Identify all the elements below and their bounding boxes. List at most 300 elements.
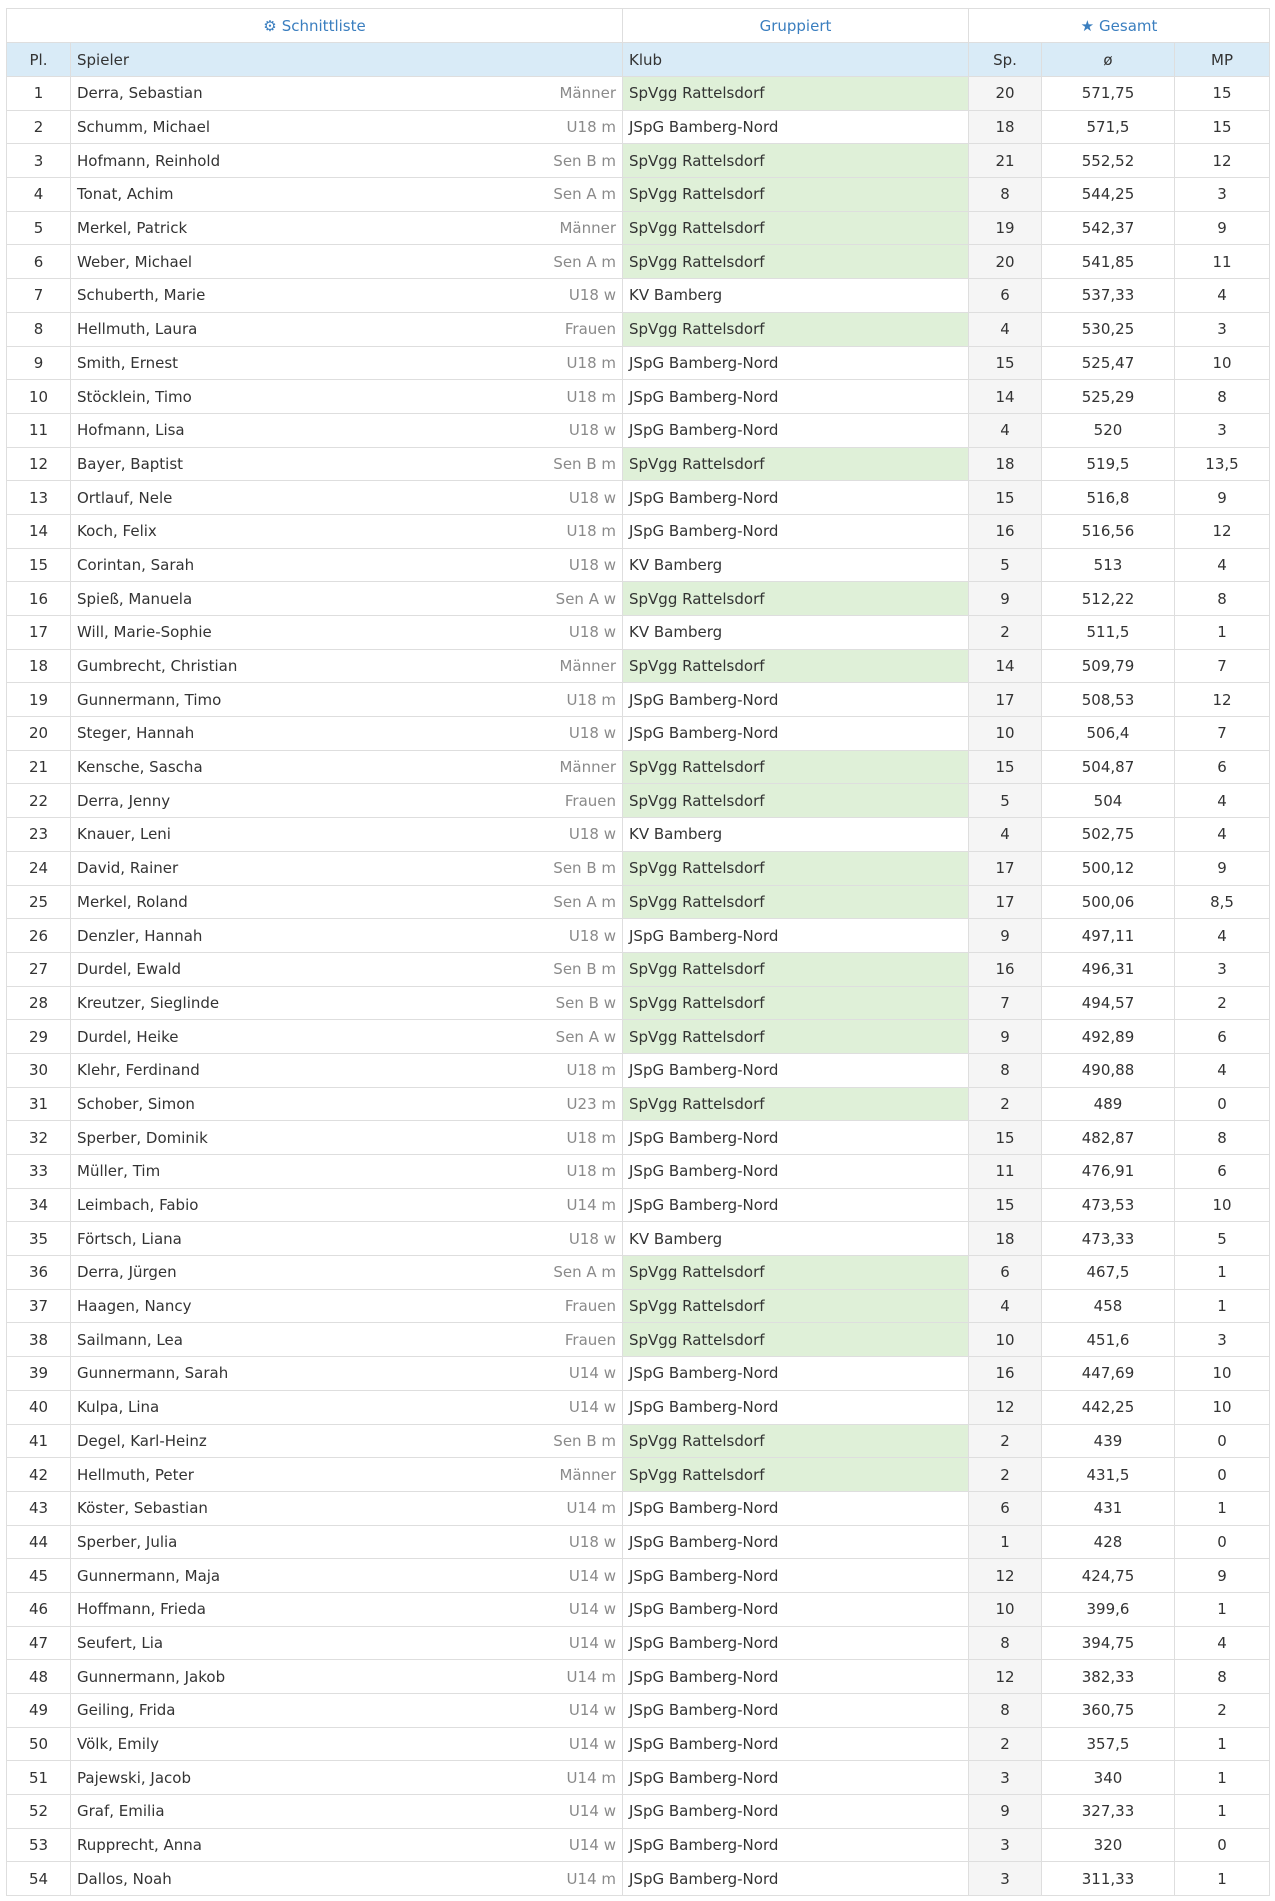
match-points-cell: 13,5 xyxy=(1175,447,1270,481)
club-cell: JSpG Bamberg-Nord xyxy=(623,1155,969,1189)
average-cell: 431 xyxy=(1042,1491,1175,1525)
match-points-cell: 3 xyxy=(1175,1323,1270,1357)
player-category: U18 m xyxy=(566,1061,616,1080)
rank-cell: 28 xyxy=(7,986,71,1020)
player-cell xyxy=(71,1458,623,1492)
games-cell: 2 xyxy=(969,1458,1042,1492)
player-name: Spieß, Manuela xyxy=(77,589,193,608)
match-points-cell: 8,5 xyxy=(1175,885,1270,919)
table-row xyxy=(7,447,1270,481)
player-name: Geiling, Frida xyxy=(77,1701,176,1720)
games-cell: 6 xyxy=(969,279,1042,313)
player-category: U18 w xyxy=(568,421,616,440)
average-cell: 320 xyxy=(1042,1828,1175,1862)
average-cell: 500,06 xyxy=(1042,885,1175,919)
rank-cell: 52 xyxy=(7,1795,71,1829)
rank-cell: 23 xyxy=(7,818,71,852)
player-category: U18 m xyxy=(566,387,616,406)
games-cell: 15 xyxy=(969,1121,1042,1155)
table-row xyxy=(7,750,1270,784)
player-category: U18 m xyxy=(566,1162,616,1181)
club-cell: KV Bamberg xyxy=(623,616,969,650)
player-cell xyxy=(71,1828,623,1862)
table-row xyxy=(7,1795,1270,1829)
average-cell: 516,8 xyxy=(1042,481,1175,515)
player-name: Gumbrecht, Christian xyxy=(77,657,238,676)
games-cell: 14 xyxy=(969,649,1042,683)
player-cell xyxy=(71,986,623,1020)
player-category: U14 w xyxy=(568,1566,616,1585)
average-cell: 504 xyxy=(1042,784,1175,818)
match-points-cell: 4 xyxy=(1175,548,1270,582)
club-cell: JSpG Bamberg-Nord xyxy=(623,1390,969,1424)
club-cell: JSpG Bamberg-Nord xyxy=(623,717,969,751)
table-row xyxy=(7,1121,1270,1155)
games-cell: 17 xyxy=(969,885,1042,919)
club-cell: JSpG Bamberg-Nord xyxy=(623,683,969,717)
rank-cell: 11 xyxy=(7,413,71,447)
player-name: Corintan, Sarah xyxy=(77,555,195,574)
table-row xyxy=(7,1761,1270,1795)
player-cell xyxy=(71,1020,623,1054)
club-cell: KV Bamberg xyxy=(623,548,969,582)
club-cell: KV Bamberg xyxy=(623,818,969,852)
player-name: Sperber, Dominik xyxy=(77,1128,208,1147)
rank-cell: 9 xyxy=(7,346,71,380)
menu-cell-gruppiert xyxy=(623,9,969,43)
table-row xyxy=(7,1862,1270,1896)
player-name: Derra, Sebastian xyxy=(77,84,203,103)
match-points-cell: 0 xyxy=(1175,1828,1270,1862)
player-category: U14 w xyxy=(568,1735,616,1754)
club-cell: SpVgg Rattelsdorf xyxy=(623,144,969,178)
match-points-cell: 9 xyxy=(1175,1559,1270,1593)
player-cell xyxy=(71,178,623,212)
table-row xyxy=(7,649,1270,683)
club-cell: SpVgg Rattelsdorf xyxy=(623,1256,969,1290)
rank-cell: 50 xyxy=(7,1727,71,1761)
table-row xyxy=(7,1020,1270,1054)
player-cell xyxy=(71,211,623,245)
table-row xyxy=(7,616,1270,650)
games-cell: 19 xyxy=(969,211,1042,245)
player-name: Stöcklein, Timo xyxy=(77,387,192,406)
match-points-cell: 4 xyxy=(1175,1626,1270,1660)
player-name: Graf, Emilia xyxy=(77,1802,165,1821)
player-name: Hellmuth, Laura xyxy=(77,320,198,339)
games-cell: 12 xyxy=(969,1660,1042,1694)
club-cell: JSpG Bamberg-Nord xyxy=(623,1862,969,1896)
average-cell: 525,29 xyxy=(1042,380,1175,414)
player-name: Hofmann, Lisa xyxy=(77,421,185,440)
rank-cell: 34 xyxy=(7,1188,71,1222)
column-header-sp: Sp. xyxy=(969,43,1042,77)
player-category: U18 w xyxy=(568,555,616,574)
rank-cell: 30 xyxy=(7,1053,71,1087)
club-cell: SpVgg Rattelsdorf xyxy=(623,1458,969,1492)
player-cell xyxy=(71,885,623,919)
club-cell: JSpG Bamberg-Nord xyxy=(623,1188,969,1222)
average-cell: 504,87 xyxy=(1042,750,1175,784)
player-cell xyxy=(71,1289,623,1323)
average-cell: 451,6 xyxy=(1042,1323,1175,1357)
match-points-cell: 5 xyxy=(1175,1222,1270,1256)
match-points-cell: 3 xyxy=(1175,413,1270,447)
average-cell: 506,4 xyxy=(1042,717,1175,751)
rank-cell: 20 xyxy=(7,717,71,751)
player-name: Klehr, Ferdinand xyxy=(77,1061,200,1080)
games-cell: 17 xyxy=(969,683,1042,717)
column-header-klub: Klub xyxy=(623,43,969,77)
rank-cell: 39 xyxy=(7,1357,71,1391)
average-cell: 508,53 xyxy=(1042,683,1175,717)
club-cell: SpVgg Rattelsdorf xyxy=(623,211,969,245)
player-name: Merkel, Patrick xyxy=(77,219,188,238)
table-row xyxy=(7,1053,1270,1087)
player-name: Bayer, Baptist xyxy=(77,454,184,473)
games-cell: 8 xyxy=(969,1626,1042,1660)
match-points-cell: 2 xyxy=(1175,986,1270,1020)
rank-cell: 25 xyxy=(7,885,71,919)
club-cell: SpVgg Rattelsdorf xyxy=(623,77,969,111)
player-name: Weber, Michael xyxy=(77,252,193,271)
player-cell xyxy=(71,919,623,953)
table-row xyxy=(7,1727,1270,1761)
games-cell: 3 xyxy=(969,1828,1042,1862)
rank-cell: 7 xyxy=(7,279,71,313)
club-cell: JSpG Bamberg-Nord xyxy=(623,1525,969,1559)
table-row xyxy=(7,380,1270,414)
player-name: Völk, Emily xyxy=(77,1735,159,1754)
games-cell: 3 xyxy=(969,1862,1042,1896)
player-cell xyxy=(71,1660,623,1694)
player-cell xyxy=(71,1357,623,1391)
games-cell: 17 xyxy=(969,851,1042,885)
player-category: Frauen xyxy=(564,1330,616,1349)
gesamt-link[interactable] xyxy=(1081,17,1158,35)
match-points-cell: 4 xyxy=(1175,919,1270,953)
player-cell xyxy=(71,245,623,279)
player-cell xyxy=(71,616,623,650)
player-category: Männer xyxy=(559,219,616,238)
club-cell: SpVgg Rattelsdorf xyxy=(623,447,969,481)
rank-cell: 33 xyxy=(7,1155,71,1189)
player-category: Sen B w xyxy=(555,993,616,1012)
rank-cell: 17 xyxy=(7,616,71,650)
rank-cell: 19 xyxy=(7,683,71,717)
player-cell xyxy=(71,1222,623,1256)
match-points-cell: 15 xyxy=(1175,110,1270,144)
games-cell: 3 xyxy=(969,1761,1042,1795)
average-cell: 490,88 xyxy=(1042,1053,1175,1087)
player-category: U14 w xyxy=(568,1364,616,1383)
rank-cell: 40 xyxy=(7,1390,71,1424)
table-row xyxy=(7,1222,1270,1256)
player-name: Steger, Hannah xyxy=(77,724,195,743)
average-cell: 509,79 xyxy=(1042,649,1175,683)
player-name: Tonat, Achim xyxy=(77,185,174,204)
club-cell: JSpG Bamberg-Nord xyxy=(623,1727,969,1761)
club-cell: JSpG Bamberg-Nord xyxy=(623,1761,969,1795)
club-cell: JSpG Bamberg-Nord xyxy=(623,1121,969,1155)
player-category: U14 m xyxy=(566,1869,616,1888)
average-cell: 473,53 xyxy=(1042,1188,1175,1222)
club-cell: SpVgg Rattelsdorf xyxy=(623,1020,969,1054)
rank-cell: 8 xyxy=(7,312,71,346)
average-cell: 360,75 xyxy=(1042,1694,1175,1728)
rank-cell: 45 xyxy=(7,1559,71,1593)
table-row xyxy=(7,1491,1270,1525)
rank-cell: 1 xyxy=(7,77,71,111)
games-cell: 1 xyxy=(969,1525,1042,1559)
view-menu-row xyxy=(7,9,1270,43)
match-points-cell: 15 xyxy=(1175,77,1270,111)
player-category: U14 m xyxy=(566,1196,616,1215)
menu-cell-gesamt xyxy=(969,9,1270,43)
games-cell: 4 xyxy=(969,1289,1042,1323)
table-row xyxy=(7,952,1270,986)
table-row xyxy=(7,1188,1270,1222)
table-row xyxy=(7,851,1270,885)
player-category: Männer xyxy=(559,657,616,676)
club-cell: JSpG Bamberg-Nord xyxy=(623,1491,969,1525)
average-cell: 552,52 xyxy=(1042,144,1175,178)
match-points-cell: 6 xyxy=(1175,1020,1270,1054)
player-name: Schuberth, Marie xyxy=(77,286,206,305)
player-category: U18 w xyxy=(568,1532,616,1551)
menu-cell-schnittliste xyxy=(7,9,623,43)
table-row xyxy=(7,279,1270,313)
player-name: Kulpa, Lina xyxy=(77,1398,160,1417)
player-category: U18 w xyxy=(568,488,616,507)
player-cell xyxy=(71,481,623,515)
club-cell: KV Bamberg xyxy=(623,279,969,313)
average-cell: 442,25 xyxy=(1042,1390,1175,1424)
player-cell xyxy=(71,1087,623,1121)
column-header-mp: MP xyxy=(1175,43,1270,77)
table-row xyxy=(7,1390,1270,1424)
games-cell: 5 xyxy=(969,784,1042,818)
player-category: U18 w xyxy=(568,825,616,844)
player-cell xyxy=(71,1256,623,1290)
player-category: U18 w xyxy=(568,724,616,743)
player-category: U14 m xyxy=(566,1768,616,1787)
club-cell: JSpG Bamberg-Nord xyxy=(623,1828,969,1862)
club-cell: SpVgg Rattelsdorf xyxy=(623,885,969,919)
player-cell xyxy=(71,1323,623,1357)
games-cell: 9 xyxy=(969,919,1042,953)
player-name: Haagen, Nancy xyxy=(77,1297,192,1316)
player-cell xyxy=(71,447,623,481)
club-cell: SpVgg Rattelsdorf xyxy=(623,649,969,683)
ranking-rows xyxy=(7,77,1270,1896)
games-cell: 6 xyxy=(969,1256,1042,1290)
average-cell: 544,25 xyxy=(1042,178,1175,212)
player-name: Gunnermann, Sarah xyxy=(77,1364,229,1383)
match-points-cell: 10 xyxy=(1175,1390,1270,1424)
club-cell: SpVgg Rattelsdorf xyxy=(623,1087,969,1121)
player-name: Pajewski, Jacob xyxy=(77,1768,191,1787)
player-cell xyxy=(71,144,623,178)
games-cell: 2 xyxy=(969,1727,1042,1761)
rank-cell: 54 xyxy=(7,1862,71,1896)
average-cell: 513 xyxy=(1042,548,1175,582)
average-cell: 537,33 xyxy=(1042,279,1175,313)
club-cell: JSpG Bamberg-Nord xyxy=(623,919,969,953)
match-points-cell: 9 xyxy=(1175,481,1270,515)
table-row xyxy=(7,346,1270,380)
player-category: U23 m xyxy=(566,1094,616,1113)
table-row xyxy=(7,919,1270,953)
table-row xyxy=(7,1626,1270,1660)
games-cell: 8 xyxy=(969,1694,1042,1728)
player-category: U18 m xyxy=(566,522,616,541)
table-row xyxy=(7,178,1270,212)
club-cell: SpVgg Rattelsdorf xyxy=(623,750,969,784)
player-name: Derra, Jürgen xyxy=(77,1263,177,1282)
player-name: Kreutzer, Sieglinde xyxy=(77,993,220,1012)
player-name: Rupprecht, Anna xyxy=(77,1836,203,1855)
club-cell: SpVgg Rattelsdorf xyxy=(623,952,969,986)
match-points-cell: 12 xyxy=(1175,514,1270,548)
match-points-cell: 6 xyxy=(1175,750,1270,784)
table-row xyxy=(7,1458,1270,1492)
player-cell xyxy=(71,1525,623,1559)
average-cell: 327,33 xyxy=(1042,1795,1175,1829)
match-points-cell: 0 xyxy=(1175,1087,1270,1121)
match-points-cell: 1 xyxy=(1175,1795,1270,1829)
player-category: U18 w xyxy=(568,1229,616,1248)
match-points-cell: 8 xyxy=(1175,1660,1270,1694)
player-name: Ortlauf, Nele xyxy=(77,488,173,507)
match-points-cell: 12 xyxy=(1175,683,1270,717)
table-row xyxy=(7,1323,1270,1357)
table-row xyxy=(7,413,1270,447)
player-category: U18 m xyxy=(566,690,616,709)
games-cell: 15 xyxy=(969,750,1042,784)
club-cell: SpVgg Rattelsdorf xyxy=(623,1424,969,1458)
gruppiert-link[interactable]: Gruppiert xyxy=(759,16,832,35)
games-cell: 10 xyxy=(969,717,1042,751)
column-header-pl: Pl. xyxy=(7,43,71,77)
table-row xyxy=(7,717,1270,751)
games-cell: 20 xyxy=(969,77,1042,111)
rank-cell: 15 xyxy=(7,548,71,582)
player-name: Köster, Sebastian xyxy=(77,1499,208,1518)
player-name: Merkel, Roland xyxy=(77,892,188,911)
average-cell: 399,6 xyxy=(1042,1592,1175,1626)
player-cell xyxy=(71,1862,623,1896)
player-cell xyxy=(71,1491,623,1525)
player-cell xyxy=(71,1188,623,1222)
player-category: U18 w xyxy=(568,926,616,945)
player-cell xyxy=(71,1694,623,1728)
gesamt-label: Gesamt xyxy=(1099,16,1158,35)
average-cell: 439 xyxy=(1042,1424,1175,1458)
average-cell: 519,5 xyxy=(1042,447,1175,481)
player-cell xyxy=(71,683,623,717)
schnittliste-link[interactable] xyxy=(263,17,365,35)
rank-cell: 44 xyxy=(7,1525,71,1559)
match-points-cell: 10 xyxy=(1175,1188,1270,1222)
games-cell: 5 xyxy=(969,548,1042,582)
match-points-cell: 11 xyxy=(1175,245,1270,279)
player-cell xyxy=(71,279,623,313)
average-cell: 525,47 xyxy=(1042,346,1175,380)
games-cell: 16 xyxy=(969,1357,1042,1391)
rank-cell: 3 xyxy=(7,144,71,178)
player-category: Männer xyxy=(559,84,616,103)
player-category: Männer xyxy=(559,758,616,777)
player-category: Sen B m xyxy=(553,151,616,170)
player-category: U14 w xyxy=(568,1600,616,1619)
average-cell: 494,57 xyxy=(1042,986,1175,1020)
match-points-cell: 4 xyxy=(1175,279,1270,313)
match-points-cell: 1 xyxy=(1175,1592,1270,1626)
club-cell: SpVgg Rattelsdorf xyxy=(623,986,969,1020)
rank-cell: 5 xyxy=(7,211,71,245)
player-category: Sen A m xyxy=(553,892,616,911)
rank-cell: 6 xyxy=(7,245,71,279)
club-cell: JSpG Bamberg-Nord xyxy=(623,110,969,144)
gear-icon: ⚙ xyxy=(263,16,277,35)
games-cell: 4 xyxy=(969,413,1042,447)
rank-cell: 14 xyxy=(7,514,71,548)
player-category: U14 w xyxy=(568,1701,616,1720)
player-cell xyxy=(71,1727,623,1761)
club-cell: SpVgg Rattelsdorf xyxy=(623,245,969,279)
player-cell xyxy=(71,952,623,986)
player-name: Sailmann, Lea xyxy=(77,1330,183,1349)
player-cell xyxy=(71,1626,623,1660)
table-row xyxy=(7,312,1270,346)
average-cell: 482,87 xyxy=(1042,1121,1175,1155)
club-cell: JSpG Bamberg-Nord xyxy=(623,1660,969,1694)
table-row xyxy=(7,110,1270,144)
table-row xyxy=(7,548,1270,582)
games-cell: 16 xyxy=(969,952,1042,986)
match-points-cell: 3 xyxy=(1175,178,1270,212)
player-cell xyxy=(71,1390,623,1424)
club-cell: JSpG Bamberg-Nord xyxy=(623,413,969,447)
rank-cell: 10 xyxy=(7,380,71,414)
average-cell: 502,75 xyxy=(1042,818,1175,852)
player-category: U18 w xyxy=(568,286,616,305)
rank-cell: 36 xyxy=(7,1256,71,1290)
average-cell: 357,5 xyxy=(1042,1727,1175,1761)
rank-cell: 16 xyxy=(7,582,71,616)
match-points-cell: 0 xyxy=(1175,1424,1270,1458)
player-name: Knauer, Leni xyxy=(77,825,171,844)
table-row xyxy=(7,1087,1270,1121)
player-category: Frauen xyxy=(564,1297,616,1316)
games-cell: 14 xyxy=(969,380,1042,414)
match-points-cell: 9 xyxy=(1175,851,1270,885)
player-name: Sperber, Julia xyxy=(77,1532,178,1551)
average-cell: 516,56 xyxy=(1042,514,1175,548)
player-category: U14 w xyxy=(568,1836,616,1855)
table-row xyxy=(7,1694,1270,1728)
games-cell: 9 xyxy=(969,582,1042,616)
games-cell: 10 xyxy=(969,1592,1042,1626)
player-category: Sen A m xyxy=(553,252,616,271)
table-row xyxy=(7,514,1270,548)
match-points-cell: 0 xyxy=(1175,1458,1270,1492)
player-name: Förtsch, Liana xyxy=(77,1229,182,1248)
table-row xyxy=(7,1525,1270,1559)
player-category: Sen A m xyxy=(553,1263,616,1282)
ranking-table-container xyxy=(6,8,1269,1896)
